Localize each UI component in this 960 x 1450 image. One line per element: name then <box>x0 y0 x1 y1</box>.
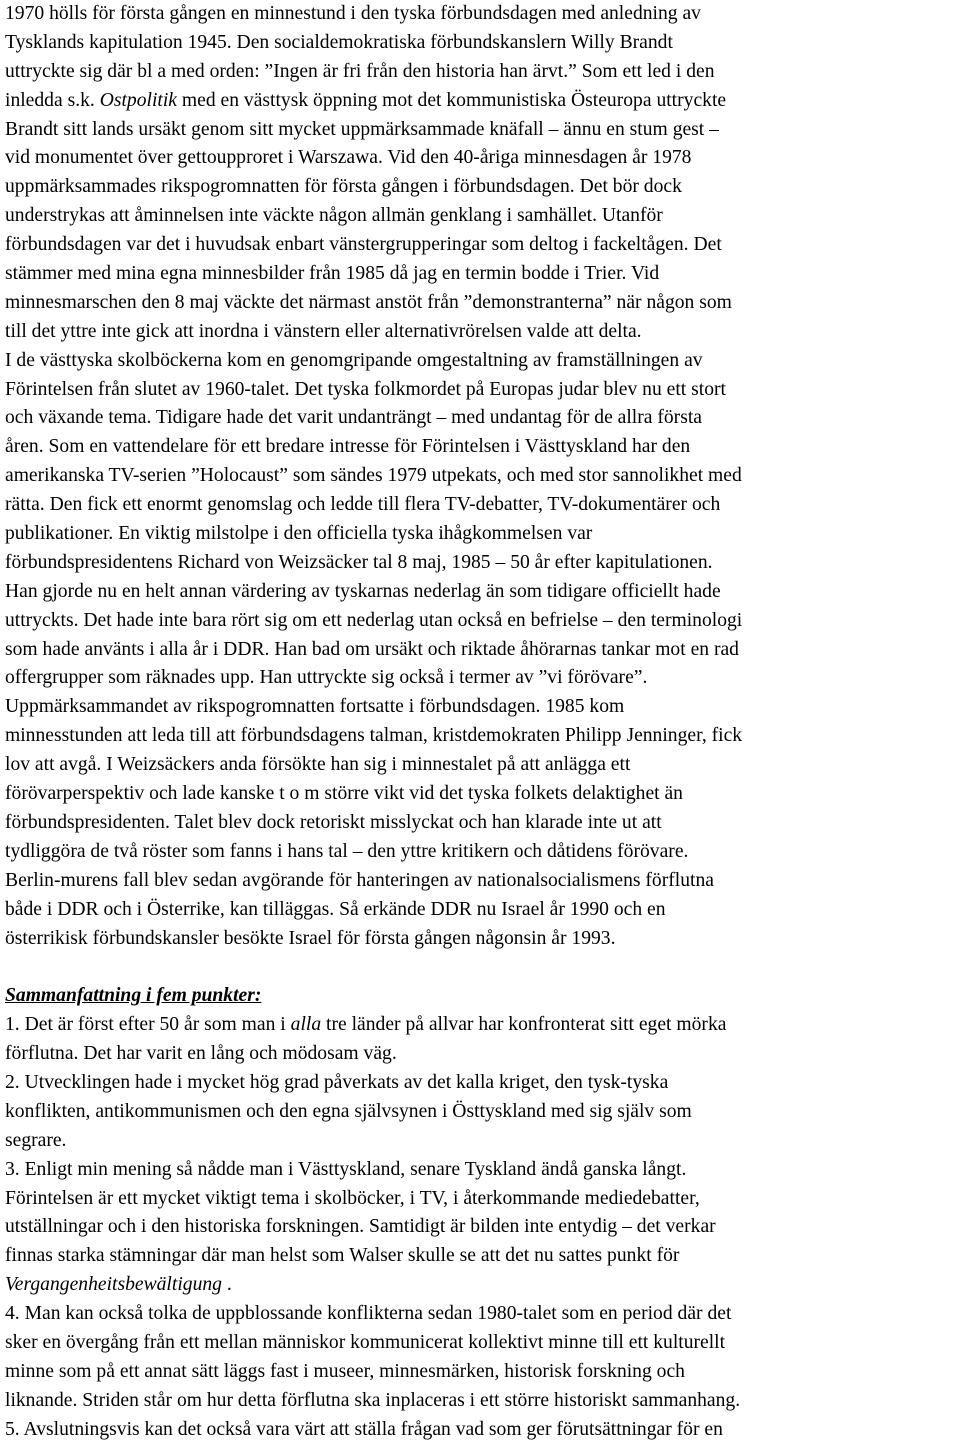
summary-heading: Sammanfattning i fem punkter: <box>5 985 262 1007</box>
text-line: och växande tema. Tidigare hade det varit undanträngt – med undantag för de allra första <box>5 407 702 429</box>
summary-line: minne som på ett annat sätt läggs fast i museer, minnesmärken, historisk forskning och <box>5 1360 685 1382</box>
summary-line: förflutna. Det har varit en lång och mödosam väg. <box>5 1043 397 1065</box>
summary-line: 2. Utvecklingen hade i mycket hög grad påverkats av det kalla kriget, den tysk-tyska <box>5 1071 669 1093</box>
text-line: uttryckts. Det hade inte bara rört sig om ett nederlag utan också en befrielse – den terminologi <box>5 609 743 631</box>
summary-line: finnas starka stämningar där man helst som Walser skulle se att det nu sattes punkt för <box>5 1245 680 1267</box>
text-line: 1970 hölls för första gången en minnestund i den tyska förbundsdagen med anledning av <box>5 3 701 24</box>
summary-line: 5. Avslutningsvis kan det också vara värt att ställa frågan vad som ger förutsättningar för en <box>5 1418 723 1440</box>
text-line: förövarperspektiv och lade kanske t o m större vikt vid det tyska folkets delaktighet än <box>5 783 683 805</box>
text-line: Tysklands kapitulation 1945. Den socialdemokratiska förbundskanslern Willy Brandt <box>5 31 673 53</box>
text-line: till det yttre inte gick att inordna i vänstern eller alternativrörelsen valde att delta. <box>5 320 642 342</box>
italic-term: Vergangenheitsbewältigung <box>5 1274 222 1296</box>
summary-line: 4. Man kan också tolka de uppblossande konflikterna sedan 1980-talet som en period där det <box>5 1303 732 1325</box>
text-line: rätta. Den fick ett enormt genomslag och ledde till flera TV-debatter, TV-dokumentärer och <box>5 494 721 516</box>
summary-line <box>5 1271 960 1300</box>
text-line: förbundspresidentens Richard von Weizsäcker tal 8 maj, 1985 – 50 år efter kapitulationen. <box>5 551 713 573</box>
document-page <box>5 0 960 1445</box>
text-line: minnesmarschen den 8 maj väckte det närmast anstöt från ”demonstranterna” när någon som <box>5 291 732 313</box>
summary-line: Förintelsen är ett mycket viktigt tema i skolböcker, i TV, i återkommande mediedebatter, <box>5 1187 700 1209</box>
text-line: Berlin-murens fall blev sedan avgörande för hanteringen av nationalsocialismens förflutna <box>5 869 714 891</box>
text-line: som hade använts i alla år i DDR. Han bad om ursäkt och riktade åhörarnas tankar mot en rad <box>5 638 739 660</box>
text-run: inledda s.k. <box>5 89 100 111</box>
summary-line: sker en övergång från ett mellan människor kommunicerat kollektivt minne till ett kulturellt <box>5 1331 726 1353</box>
text-line: Han gjorde nu en helt annan värdering av tyskarnas nederlag än som tidigare officiellt hade <box>5 580 721 602</box>
text-line: vid monumentet över gettoupproret i Warszawa. Vid den 40-åriga minnesdagen år 1978 <box>5 147 692 169</box>
italic-term: alla <box>290 1014 322 1036</box>
blank-line <box>5 953 960 982</box>
italic-term: Ostpolitik <box>99 89 177 111</box>
text-line: österrikisk förbundskansler besökte Israel för första gången någonsin år 1993. <box>5 927 616 949</box>
text-line: publikationer. En viktig milstolpe i den officiella tyska ihågkommelsen var <box>5 523 593 545</box>
text-line <box>5 87 960 116</box>
text-run: 1. Det är först efter 50 år som man i <box>5 1014 291 1036</box>
text-line: åren. Som en vattendelare för ett bredare intresse för Förintelsen i Västtyskland har den <box>5 436 691 458</box>
text-line: uttryckte sig där bl a med orden: ”Ingen är fri från den historia han ärvt.” Som ett led i den <box>5 60 715 82</box>
text-line: förbundsdagen var det i huvudsak enbart vänstergrupperingar som deltog i fackeltågen. Det <box>5 234 722 256</box>
text-line: tydliggöra de två röster som fanns i hans tal – den yttre kritikern och dåtidens förövare. <box>5 840 689 862</box>
text-line: offergrupper som räknades upp. Han uttryckte sig också i termer av ”vi förövare”. <box>5 667 648 689</box>
text-line: stämmer med mina egna minnesbilder från 1985 då jag en termin bodde i Trier. Vid <box>5 263 660 285</box>
text-line: amerikanska TV-serien ”Holocaust” som sändes 1979 utpekats, och med stor sannolikhet med <box>5 465 742 487</box>
summary-line: utställningar och i den historiska forskningen. Samtidigt är bilden inte entydig – det verkar <box>5 1216 716 1238</box>
text-line: understrykas att åminnelsen inte väckte någon allmän genklang i samhället. Utanför <box>5 205 663 227</box>
text-line: minnesstunden att leda till att förbundsdagens talman, kristdemokraten Philipp Jenninger, fick <box>5 725 743 747</box>
text-line: förbundspresidenten. Talet blev dock retoriskt misslyckat och han klarade inte ut att <box>5 811 662 833</box>
text-run: med en västtysk öppning mot det kommunistiska Östeuropa uttryckte <box>176 89 727 111</box>
text-line: uppmärksammades rikspogromnatten för första gången i förbundsdagen. Det bör dock <box>5 176 682 198</box>
text-line: Uppmärksammandet av rikspogromnatten fortsatte i förbundsdagen. 1985 kom <box>5 696 625 718</box>
text-line: både i DDR och i Österrike, kan tilläggas. Så erkände DDR nu Israel år 1990 och en <box>5 898 666 920</box>
text-line: lov att avgå. I Weizsäckers anda försökte han sig i minnestalet på att anlägga ett <box>5 754 631 776</box>
text-line: Förintelsen från slutet av 1960-talet. Det tyska folkmordet på Europas judar blev nu ett stort <box>5 378 726 400</box>
summary-line: segrare. <box>5 1129 67 1151</box>
summary-line: liknande. Striden står om hur detta förflutna ska inplaceras i ett större historiskt sammanhang. <box>5 1389 741 1411</box>
summary-line: 3. Enligt min mening så nådde man i Västtyskland, senare Tyskland ändå ganska långt. <box>5 1158 687 1180</box>
text-run: . <box>221 1274 232 1296</box>
summary-line <box>5 1011 960 1040</box>
text-line: I de västtyska skolböckerna kom en genomgripande omgestaltning av framställningen av <box>5 349 703 371</box>
text-run: tre länder på allvar har konfronterat sitt eget mörka <box>321 1014 727 1036</box>
summary-line: konflikten, antikommunismen och den egna självsynen i Östtyskland med sig själv som <box>5 1100 692 1122</box>
text-line: Brandt sitt lands ursäkt genom sitt mycket uppmärksammade knäfall – ännu en stum gest – <box>5 118 719 140</box>
